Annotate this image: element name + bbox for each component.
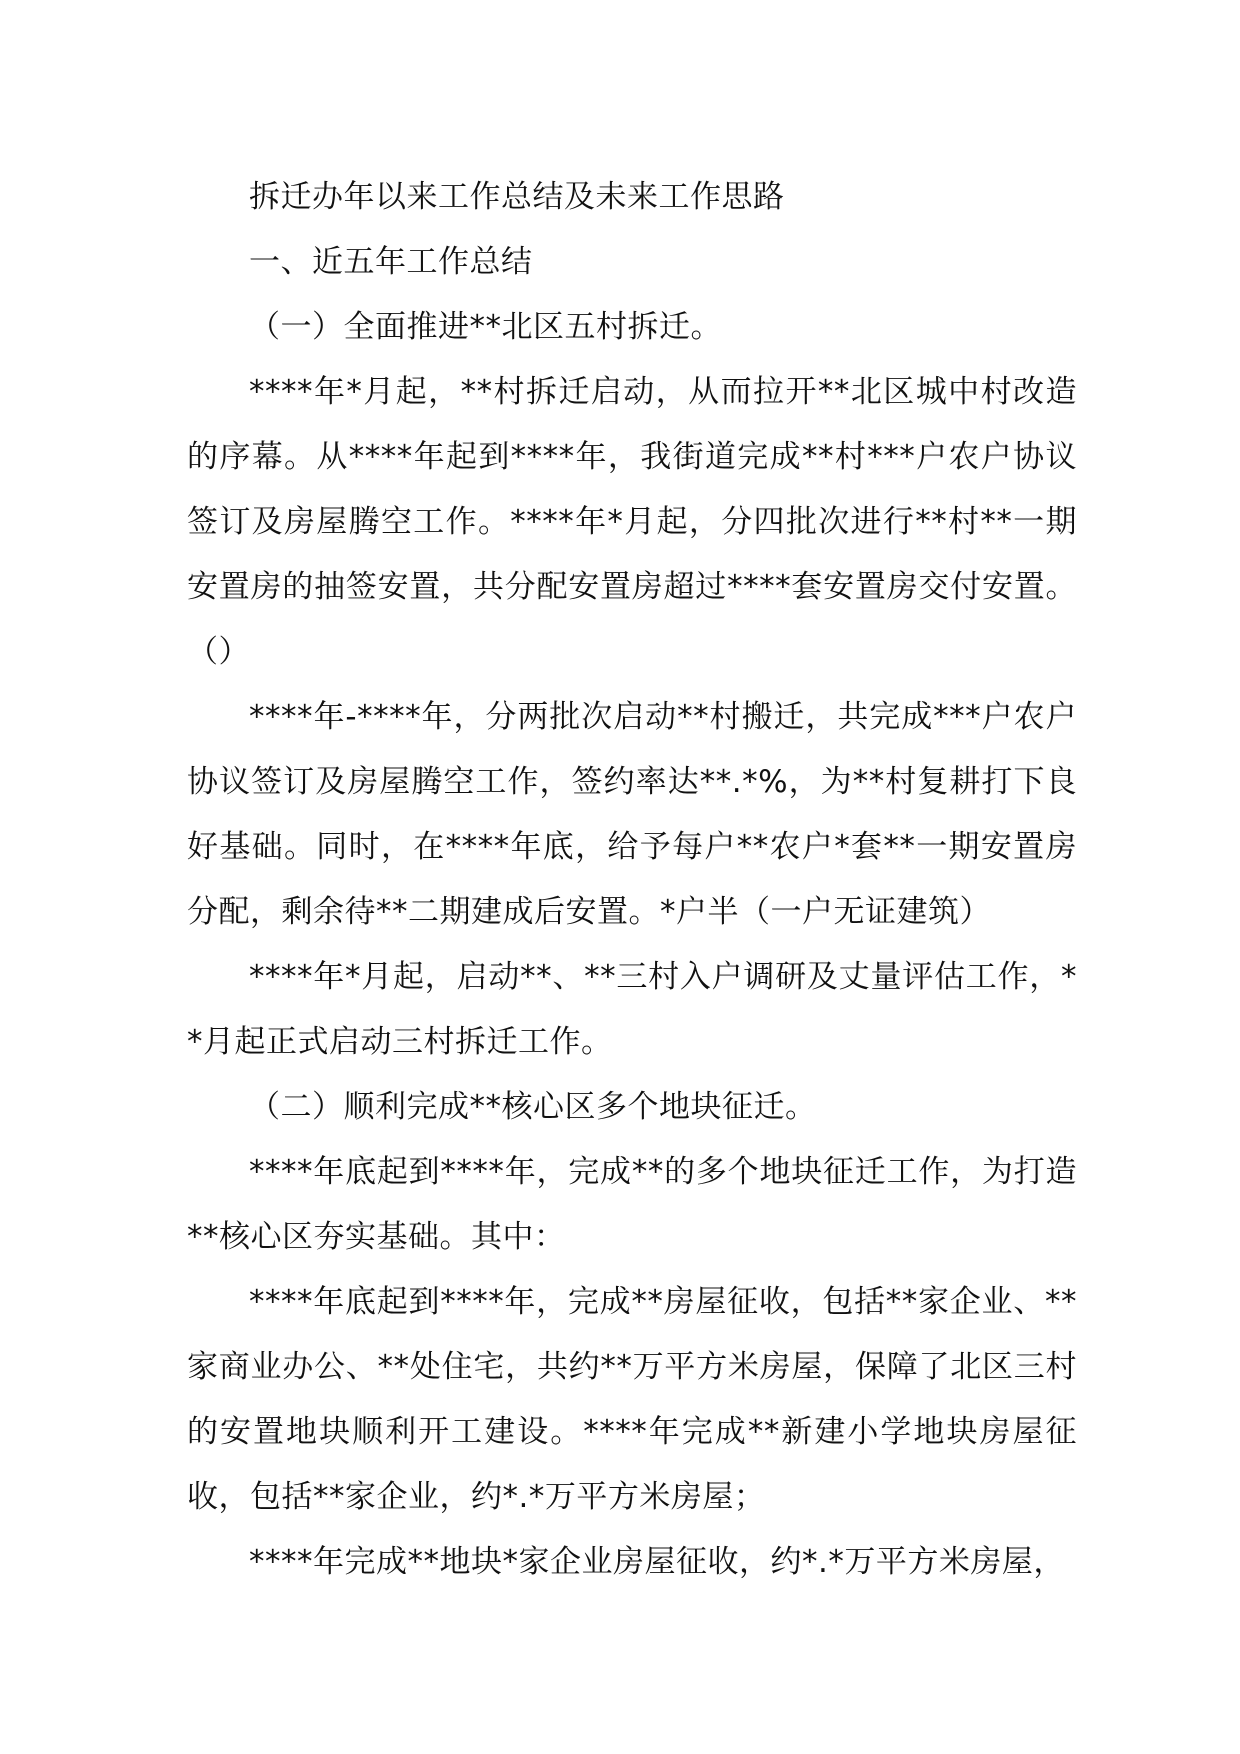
paragraph: ****年-****年，分两批次启动**村搬迁，共完成***户农户协议签订及房屋腾空工作，签约率达**.*%，为**村复耕打下良好基础。同时，在****年底，给予每户**农户*套**一期安置房分配，剩余待**二期建成后安置。*户半（一户无证建筑） <box>187 699 1077 930</box>
paragraph: ****年*月起，启动**、**三村入户调研及丈量评估工作，**月起正式启动三村拆迁工作。 <box>187 959 1077 1060</box>
document-title: 拆迁办年以来工作总结及未来工作思路 <box>249 179 785 215</box>
subsection-heading: （一）全面推进**北区五村拆迁。 <box>249 309 722 345</box>
paragraph: ****年*月起，**村拆迁启动，从而拉开**北区城中村改造的序幕。从****年起到****年，我街道完成**村***户农户协议签订及房屋腾空工作。****年*月起，分四批次进行**村**一期安置房的抽签安置，共分配安置房超过****套安置房交付安置。（） <box>187 374 1077 670</box>
paragraph: ****年底起到****年，完成**房屋征收，包括**家企业、**家商业办公、**处住宅，共约**万平方米房屋，保障了北区三村的安置地块顺利开工建设。****年完成**新建小学地块房屋征收，包括**家企业，约*.*万平方米房屋； <box>187 1284 1077 1515</box>
paragraph: ****年底起到****年，完成**的多个地块征迁工作，为打造**核心区夯实基础。其中： <box>187 1154 1077 1255</box>
section-heading: 一、近五年工作总结 <box>249 244 533 280</box>
paragraph: ****年完成**地块*家企业房屋征收，约*.*万平方米房屋， <box>249 1544 1065 1580</box>
document-body <box>187 165 1077 1595</box>
subsection-heading: （二）顺利完成**核心区多个地块征迁。 <box>249 1089 817 1125</box>
